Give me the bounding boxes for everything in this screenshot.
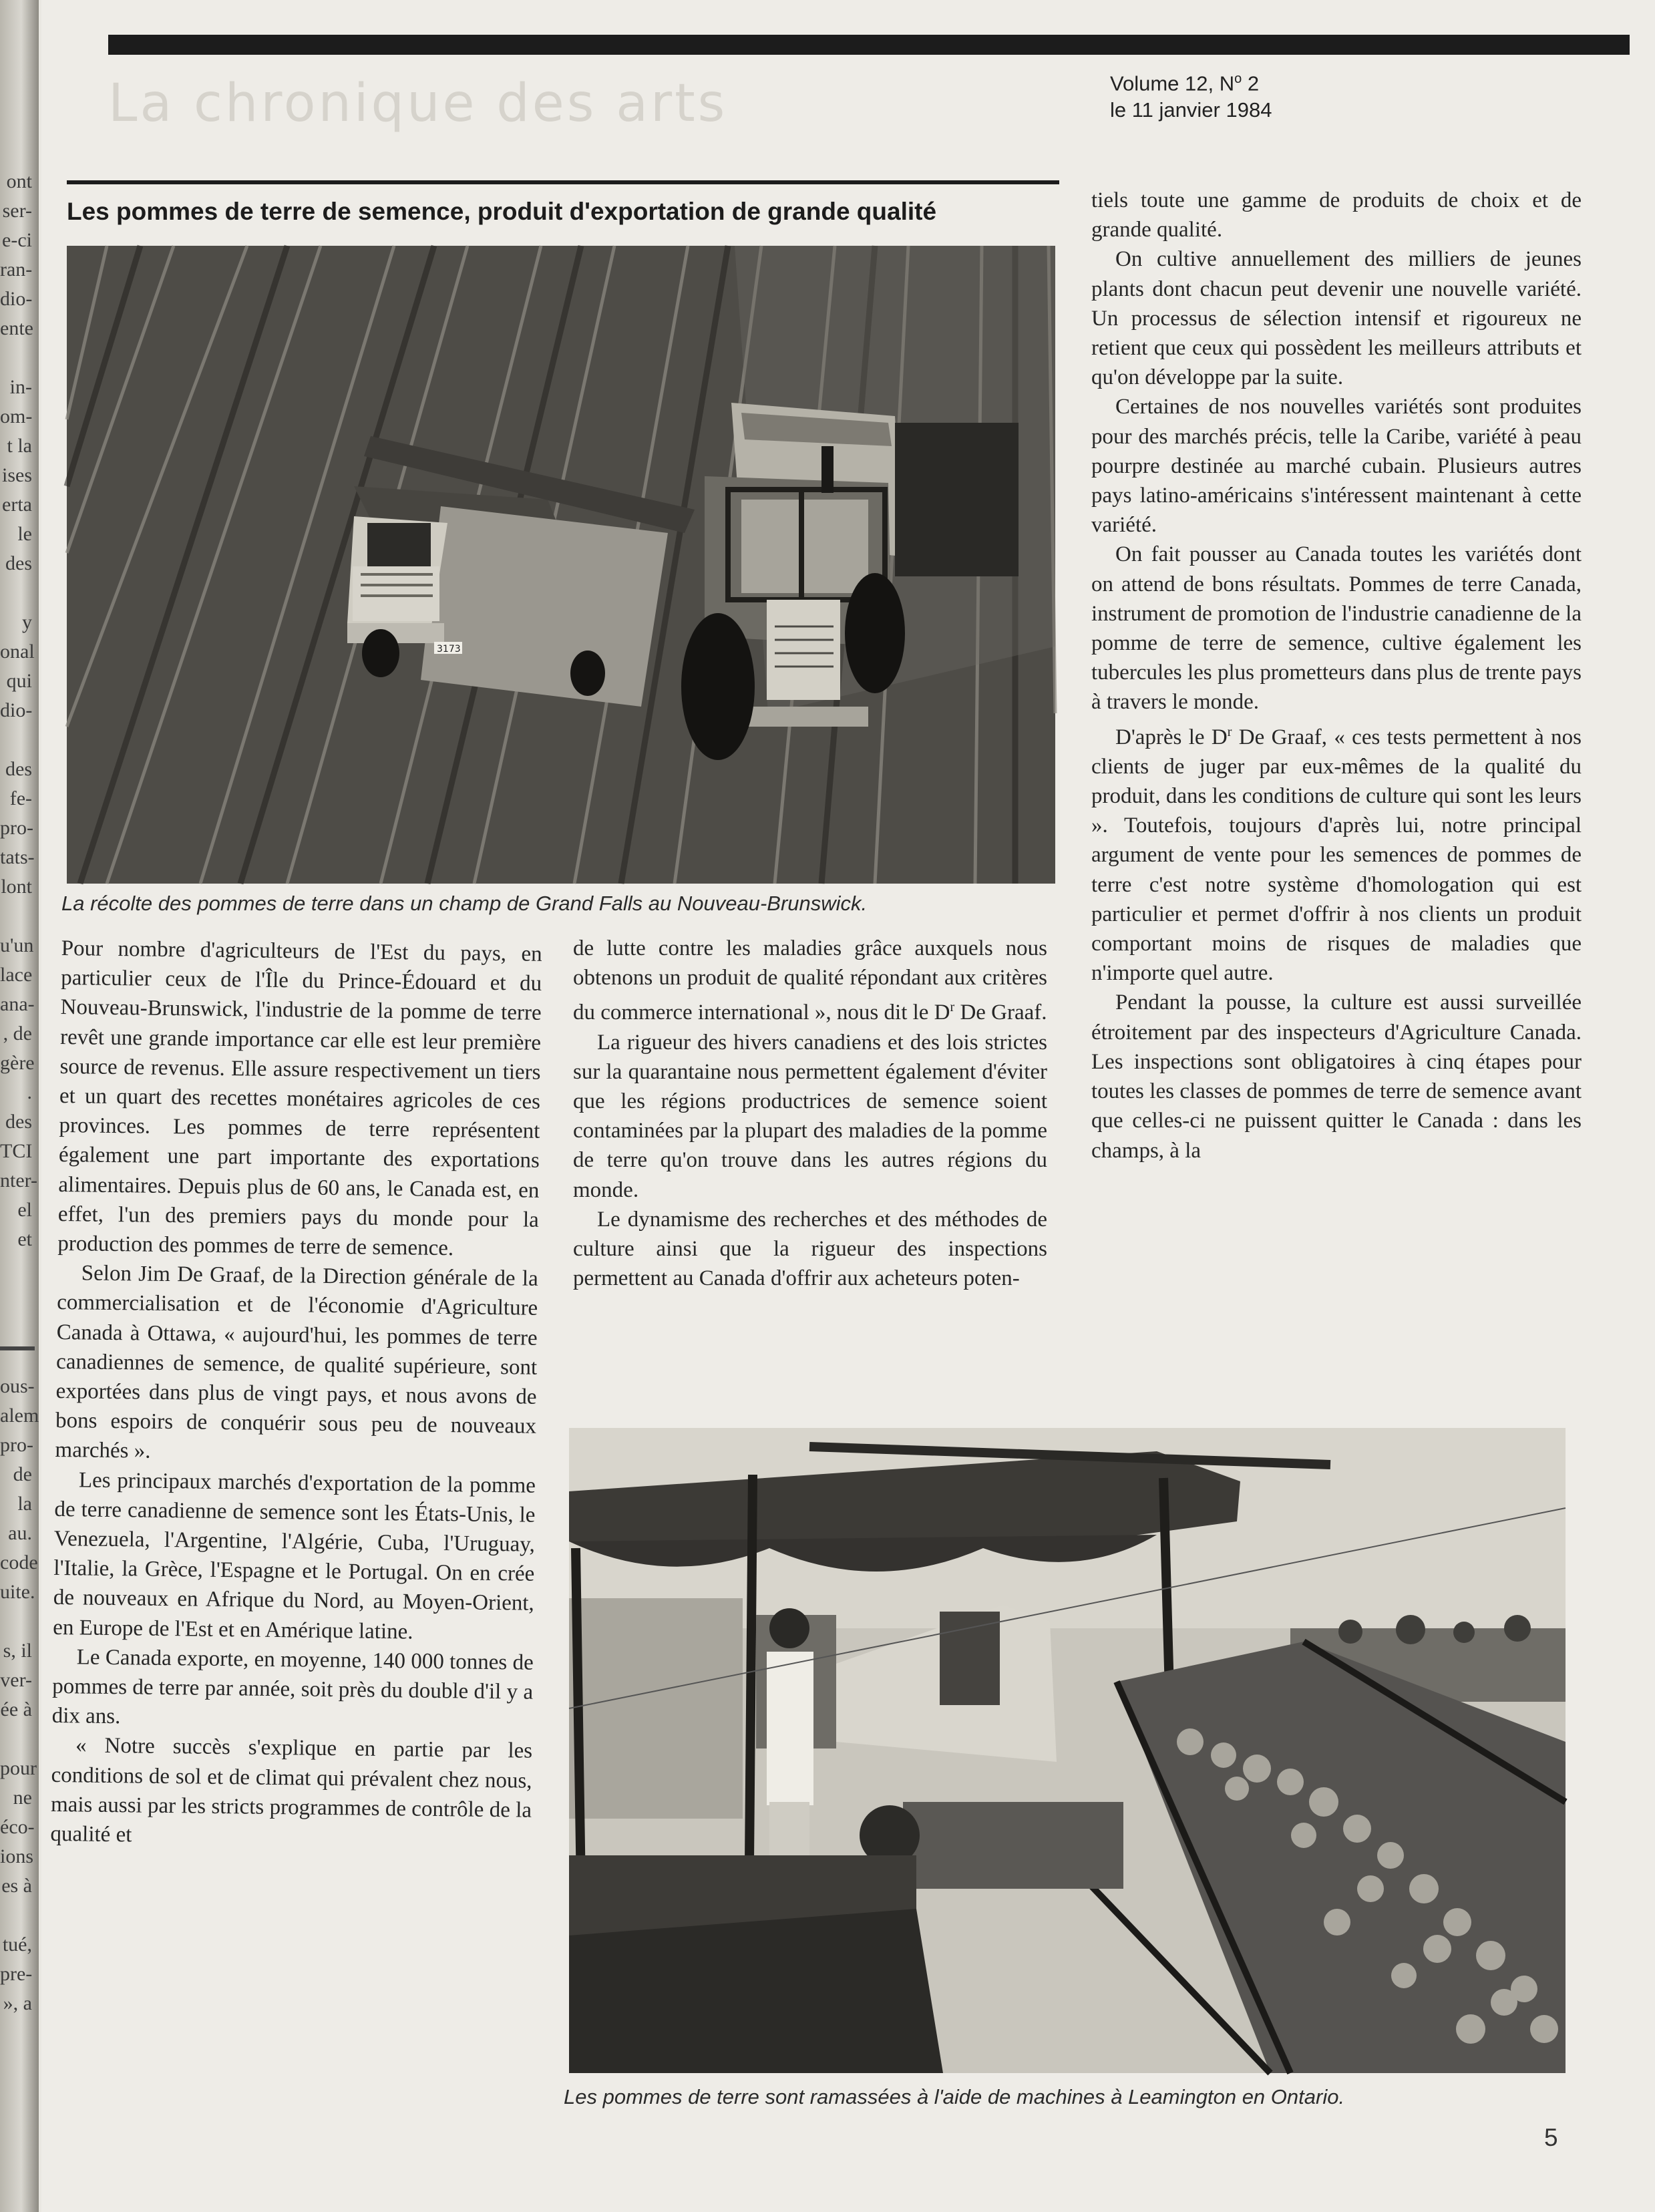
harvesting-machine-image (569, 1428, 1566, 2073)
text-run: D'après le D (1115, 725, 1228, 749)
paragraph: tiels toute une gamme de produits de choix et de grande qualité. (1091, 188, 1582, 242)
margin-fragment: uite. (0, 1581, 35, 1603)
margin-fragment: el et (17, 1199, 32, 1250)
margin-fragment: s, il (3, 1640, 32, 1662)
margin-fragment: . (27, 1081, 32, 1103)
paragraph: On fait pousser au Canada toutes les variétés dont on attend de bons résultats. Pommes de terre Canada, instrument de promotion de l'industrie canadienne de la pomme de terre de semence, cultive également les tubercules les plus prometteurs dans plus de trente pays à travers le monde. (1091, 542, 1582, 715)
margin-fragment: in- (9, 376, 32, 398)
article-column-1 (50, 934, 542, 1855)
paragraph (573, 934, 1047, 1028)
margin-fragment: e-ci (2, 229, 32, 251)
paragraph: Certaines de nos nouvelles variétés sont produites pour des marchés précis, telle la Caribe, variété à peau pourpre destinée au marché cubain. Plusieurs autres pays latino-américains s'intéressent maintenant à cette variété. (1091, 395, 1582, 538)
issue-info (1110, 65, 1272, 124)
margin-fragment: es à (1, 1875, 32, 1897)
paragraph: Le Canada exporte, en moyenne, 140 000 tonnes de pommes de terre par année, soit près du double d'il y a dix ans. (51, 1645, 534, 1729)
margin-fragment: ver- (0, 1669, 32, 1691)
text-run: de lutte contre les maladies grâce auxquels nous obtenons un produit de qualité répondant aux critères du commerce international », nous dit le D (573, 936, 1047, 1025)
paragraph: Le dynamisme des recherches et des méthodes de culture ainsi que la rigueur des inspections permettent au Canada d'offrir aux acheteurs poten- (573, 1207, 1047, 1291)
paragraph: Pour nombre d'agriculteurs de l'Est du pays, en particulier ceux de l'Île du Prince-Édouard et du Nouveau-Brunswick, l'industrie de la pomme de terre revêt une grande importance car elle est leur première source de revenus. Elle assure respectivement un tiers et un quart des recettes monétaires agricoles de ces provinces. Les pommes de terre représentent également une part importante des exportations alimentaires. Depuis plus de 60 ans, le Canada est, en effet, l'un des premiers pays du monde pour la production des pommes de terre de semence. (57, 936, 542, 1261)
article-column-3 (1091, 186, 1582, 1165)
margin-fragment: des (5, 1111, 32, 1133)
top-rule (108, 35, 1630, 55)
margin-fragment: alem (0, 1405, 39, 1427)
margin-fragment: ser- (2, 200, 32, 222)
text-run: De Graaf. (954, 1000, 1047, 1025)
page-number: 5 (1544, 2124, 1558, 2151)
superscript: r (1227, 724, 1232, 739)
harvest-field-image (67, 246, 1055, 884)
margin-fragment: tats- (0, 846, 35, 868)
margin-fragment (0, 1313, 35, 1342)
volume-sup: o (1234, 71, 1242, 86)
margin-fragment (0, 343, 35, 373)
margin-fragment: ions (0, 1845, 34, 1867)
margin-fragment: ée à (0, 1698, 32, 1720)
margin-fragment: éco- (0, 1816, 35, 1838)
margin-fragment: nter- (0, 1169, 38, 1191)
volume-label: Volume 12, N (1110, 71, 1235, 96)
volume-line (1110, 65, 1272, 97)
margin-fragment: au. (8, 1522, 32, 1544)
margin-fragment: dio- (0, 288, 33, 310)
paragraph: La rigueur des hivers canadiens et des lois strictes sur la quarantaine nous permettent également d'éviter que les régions productrices de semence soient contaminées par la plupart des maladies de la pomme de terre qu'on trouve dans les autres régions du monde. (573, 1030, 1047, 1202)
margin-fragment (0, 1284, 35, 1313)
margin-fragment: code (0, 1551, 38, 1574)
margin-fragment: qui (6, 670, 32, 692)
margin-fragment (0, 902, 35, 931)
margin-fragment: de la (13, 1463, 32, 1515)
paragraph (1091, 717, 1582, 988)
margin-fragment: ises (2, 464, 32, 486)
article-column-2 (573, 934, 1047, 1293)
harvest-field-photo (67, 246, 1055, 884)
previous-page-rule (0, 1346, 35, 1350)
margin-fragment: ana- (0, 993, 35, 1015)
margin-fragment: onal (0, 640, 35, 663)
paragraph: On cultive annuellement des milliers de jeunes plants dont chacun peut devenir une nouvelle variété. Un processus de sélection intensif et rigoureux ne retient que ceux qui possèdent les meilleurs attributs et qu'on développe par la suite. (1091, 247, 1582, 390)
margin-fragment: le (17, 523, 32, 545)
superscript: r (950, 1000, 955, 1015)
margin-fragment: y (22, 611, 32, 633)
harvesting-machine-photo (569, 1428, 1566, 2073)
volume-number: 2 (1242, 71, 1260, 96)
ghost-title: La chronique des arts (108, 73, 728, 134)
margin-fragment: ente (0, 317, 33, 339)
margin-fragment (0, 725, 35, 755)
paragraph: Les principaux marchés d'exportation de la pomme de terre canadienne de semence sont les États-Unis, le Venezuela, l'Argentine, l'Algérie, Cuba, l'Uruguay, l'Italie, la Grèce, l'Espagne et le Portugal. On en crée de nouveaux en Afrique du Nord, au Moyen-Orient, en Europe de l'Est et en Amérique latine. (53, 1468, 536, 1644)
margin-fragment: gère (0, 1052, 35, 1074)
photo-caption-2: Les pommes de terre sont ramassées à l'aide de machines à Leamington en Ontario. (564, 2085, 1345, 2108)
margin-fragment: ont (6, 170, 32, 192)
margin-fragment: pro- (0, 1434, 33, 1456)
margin-fragment: lont (1, 876, 32, 898)
margin-fragment (0, 1607, 35, 1636)
margin-fragment (0, 1254, 35, 1284)
margin-fragment: », a (3, 1992, 32, 2014)
photo-caption-1: La récolte des pommes de terre dans un champ de Grand Falls au Nouveau-Brunswick. (61, 892, 868, 915)
previous-page-edge (0, 167, 39, 2037)
margin-fragment: ne (13, 1787, 32, 1809)
margin-fragment: pour (0, 1757, 37, 1779)
article-headline: Les pommes de terre de semence, produit d'exportation de grande qualité (67, 198, 937, 225)
page (41, 0, 1655, 2212)
margin-fragment: lace (0, 964, 33, 986)
margin-fragment: tué, (2, 1933, 32, 1956)
margin-fragment: om- (0, 405, 33, 427)
margin-fragment: dio- (0, 699, 33, 721)
margin-fragment: fe- (9, 787, 32, 809)
margin-fragment (0, 1724, 35, 1754)
issue-date: le 11 janvier 1984 (1110, 98, 1272, 122)
margin-fragment: erta (2, 494, 32, 516)
headline-rule (67, 180, 1059, 184)
margin-fragment: pre- (0, 1963, 33, 1985)
margin-fragment: TCI (0, 1140, 33, 1162)
margin-fragment: pro- (0, 817, 33, 839)
margin-fragment: u'un (0, 934, 34, 956)
margin-fragment (0, 1901, 35, 1930)
paragraph: Pendant la pousse, la culture est aussi surveillée étroitement par des inspecteurs d'Agriculture Canada. Les inspections sont obligatoires à cinq étapes pour toutes les classes de pommes de terre de semence avant que celles-ci ne puissent quitter le Canada : dans les champs, à la (1091, 990, 1582, 1163)
margin-fragment: ous- (0, 1375, 35, 1397)
margin-fragment: t la (7, 435, 32, 457)
margin-fragment: des (5, 552, 32, 574)
margin-fragment (0, 578, 35, 608)
paragraph: « Notre succès s'explique en partie par les conditions de sol et de climat qui prévalent chez nous, mais aussi par les stricts programmes de contrôle de la qualité et (50, 1733, 533, 1847)
margin-fragment: , de (3, 1023, 32, 1045)
margin-fragment: ran- (0, 258, 33, 281)
truck-plate: 3173 (437, 644, 461, 655)
margin-fragment: des (5, 758, 32, 780)
paragraph: Selon Jim De Graaf, de la Direction générale de la commercialisation et de l'économie d'Agriculture Canada à Ottawa, « aujourd'hui, les pommes de terre canadiennes de semence, de qualité supérieure, sont exportées dans plus de vingt pays, et nous avons de bons espoirs de conquérir sous peu de nouveaux marchés ». (55, 1261, 538, 1464)
text-run: De Graaf, « ces tests permettent à nos clients de juger par eux-mêmes de la qualité du produit, dans les conditions de culture qui sont les leurs ». Toutefois, toujours d'après lui, notre principal argument de vente pour les semences de pommes de terre c'est notre système d'homologation qui est particulier et permet d'offrir à nos clients un produit comportant moins de risques de maladies que n'importe quel autre. (1091, 725, 1582, 986)
